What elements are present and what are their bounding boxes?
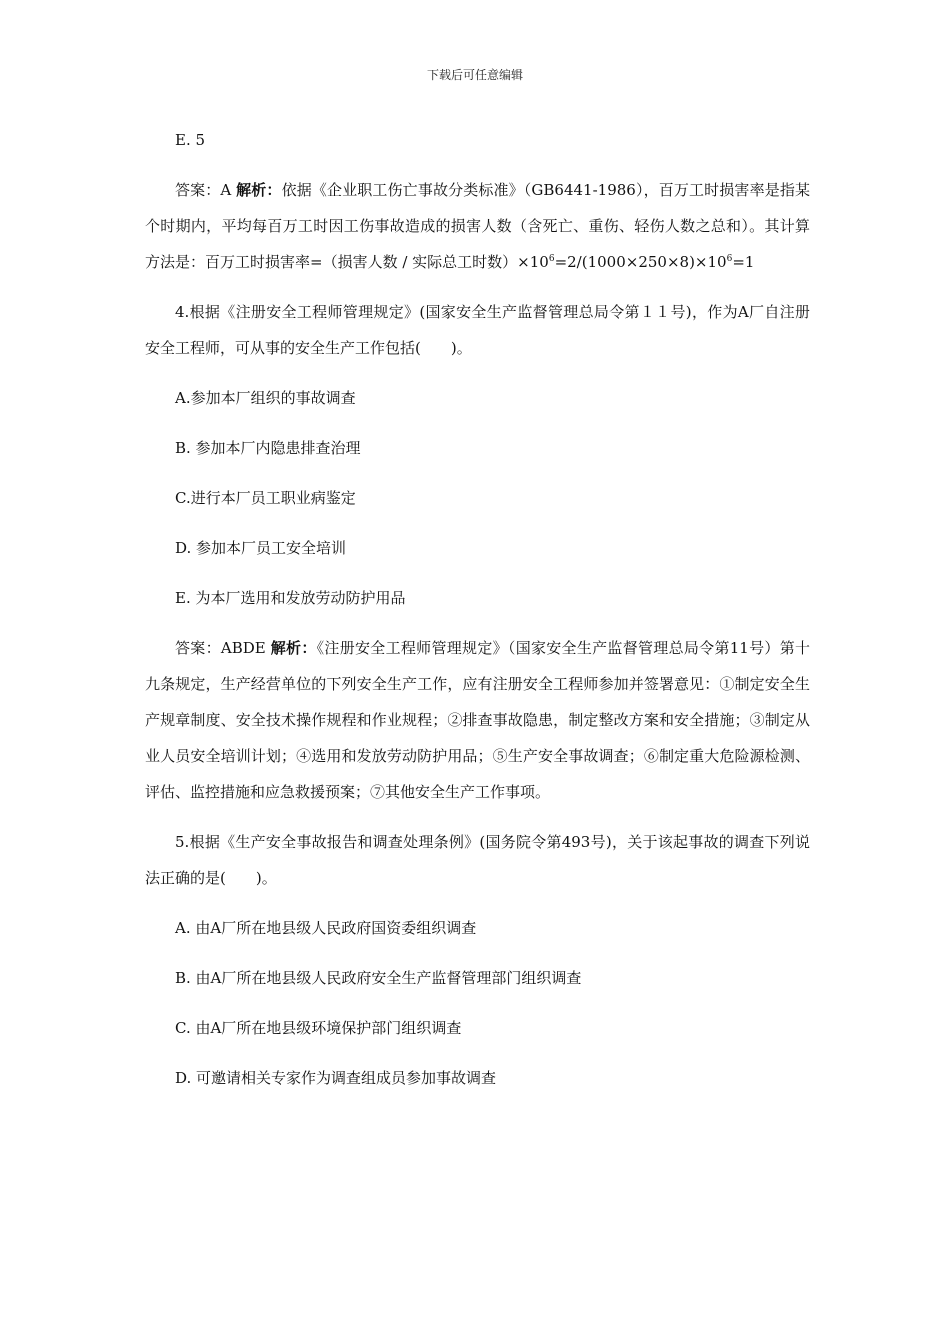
q5-option-a: A. 由A厂所在地县级人民政府国资委组织调查	[175, 919, 477, 937]
q4-stem: 4.根据《注册安全工程师管理规定》(国家安全生产监督管理总局令第１１号)，作为A厂自注册安全工程师，可从事的安全生产工作包括( )。	[145, 303, 810, 357]
q3-analysis-label: 解析：	[236, 181, 282, 199]
page-header: 下载后可任意编辑	[426, 68, 523, 82]
q4-option-b: B. 参加本厂内隐患排查治理	[175, 439, 361, 457]
q4-answer-prefix: 答案：ABDE	[175, 639, 271, 657]
q3-analysis-part1: 依据《企业职工伤亡事故分类标准》（GB6441-1986），百万工时损害率是指某个时期内，平均每百万工时因工伤事故造成的损害人数（含死亡、重伤、轻伤人数之总和）。其计算方法是：百万工时损害率=（损害人数 / 实际总工时数）×10	[145, 181, 810, 271]
q3-analysis-part2: =2/(1000×250×8)×10	[554, 253, 727, 271]
q3-answer-prefix: 答案：A	[175, 181, 237, 199]
q4-option-c: C.进行本厂员工职业病鉴定	[175, 489, 356, 507]
q4-option-d: D. 参加本厂员工安全培训	[175, 539, 347, 557]
q5-option-d: D. 可邀请相关专家作为调查组成员参加事故调查	[175, 1069, 497, 1087]
q4-analysis-label: 解析：	[270, 639, 317, 657]
q4-option-e: E. 为本厂选用和发放劳动防护用品	[175, 589, 406, 607]
q5-stem: 5.根据《生产安全事故报告和调查处理条例》(国务院令第493号)，关于该起事故的调查下列说法正确的是( )。	[145, 833, 810, 887]
q5-option-c: C. 由A厂所在地县级环境保护部门组织调查	[175, 1019, 462, 1037]
q4-analysis-text: 《注册安全工程师管理规定》（国家安全生产监督管理总局令第11号）第十九条规定，生产经营单位的下列安全生产工作，应有注册安全工程师参加并签署意见：①制定安全生产规章制度、安全技术操作规程和作业规程；②排查事故隐患，制定整改方案和安全措施；③制定从业人员安全培训计划；④选用和发放劳动防护用品；⑤生产安全事故调查；⑥制定重大危险源检测、评估、监控措施和应急救援预案；⑦其他安全生产工作事项。	[145, 639, 810, 801]
q3-exponent-2: 6	[726, 254, 733, 264]
q3-exponent-1: 6	[548, 254, 555, 264]
q4-answer-analysis	[145, 630, 810, 810]
q3-analysis-part3: =1	[732, 253, 755, 271]
q5-option-b: B. 由A厂所在地县级人民政府安全生产监督管理部门组织调查	[175, 969, 582, 987]
q4-option-a: A.参加本厂组织的事故调查	[175, 389, 356, 407]
document-body	[145, 122, 810, 1110]
q3-answer-analysis	[145, 172, 810, 280]
q3-option-e: E. 5	[175, 131, 206, 149]
